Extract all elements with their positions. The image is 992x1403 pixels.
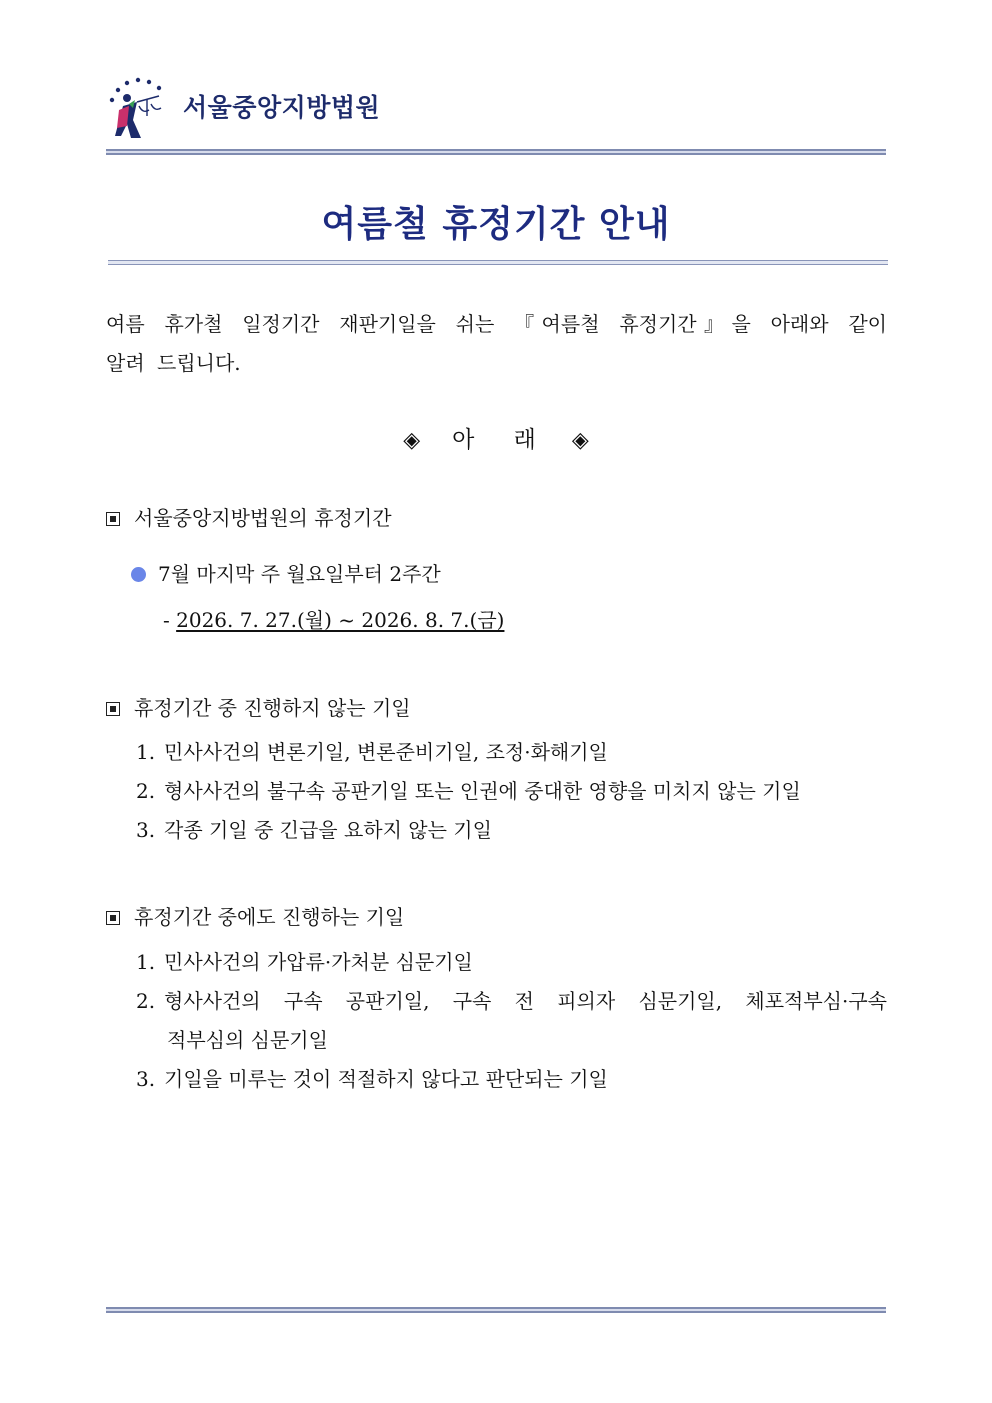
list-item bbox=[136, 1060, 887, 1099]
intro-line-2: 알려 드립니다. bbox=[106, 351, 241, 375]
court-logo-icon bbox=[103, 76, 175, 142]
court-name: 서울중앙지방법원 bbox=[183, 93, 381, 122]
item-text-continued: 적부심의 심문기일 bbox=[167, 1028, 328, 1052]
item-number: 1. bbox=[136, 740, 156, 764]
not-held-list bbox=[136, 733, 801, 850]
circle-bullet-icon bbox=[131, 567, 146, 582]
section-heading-held bbox=[106, 901, 404, 930]
item-text: 형사사건의 구속 공판기일, 구속 전 피의자 심문기일, 체포적부심·구속 bbox=[164, 989, 887, 1013]
item-number: 2. bbox=[136, 779, 156, 803]
period-dates-text: 2026. 7. 27.(월) ~ 2026. 8. 7.(금) bbox=[176, 608, 505, 632]
item-number: 1. bbox=[136, 950, 156, 974]
section-heading-text: 서울중앙지방법원의 휴정기간 bbox=[134, 506, 392, 530]
notice-heading bbox=[0, 421, 992, 454]
held-list bbox=[136, 943, 887, 1099]
intro-paragraph bbox=[106, 305, 887, 383]
period-dates bbox=[163, 604, 504, 633]
item-number: 3. bbox=[136, 1067, 156, 1091]
item-number: 2. bbox=[136, 989, 156, 1013]
dash-marker: - bbox=[163, 608, 170, 632]
notice-label: 아 래 bbox=[452, 427, 552, 453]
item-number: 3. bbox=[136, 818, 156, 842]
item-text: 기일을 미루는 것이 적절하지 않다고 판단되는 기일 bbox=[164, 1067, 608, 1091]
section-heading-not-held bbox=[106, 692, 411, 721]
list-item bbox=[136, 772, 801, 811]
list-item bbox=[136, 811, 801, 850]
period-text: 7월 마지막 주 월요일부터 2주간 bbox=[158, 562, 441, 586]
square-bullet-icon bbox=[106, 702, 120, 716]
section-heading-period bbox=[106, 502, 392, 531]
item-text: 형사사건의 불구속 공판기일 또는 인권에 중대한 영향을 미치지 않는 기일 bbox=[164, 779, 801, 803]
item-text: 민사사건의 가압류·가처분 심문기일 bbox=[164, 950, 473, 974]
square-bullet-icon bbox=[106, 512, 120, 526]
list-item bbox=[136, 733, 801, 772]
section-heading-text: 휴정기간 중 진행하지 않는 기일 bbox=[134, 696, 411, 720]
item-text: 민사사건의 변론기일, 변론준비기일, 조정·화해기일 bbox=[164, 740, 608, 764]
list-item bbox=[136, 943, 887, 982]
intro-line-1: 여름 휴가철 일정기간 재판기일을 쉬는 『여름철 휴정기간』을 아래와 같이 bbox=[106, 312, 887, 336]
period-description bbox=[131, 558, 441, 587]
square-bullet-icon bbox=[106, 911, 120, 925]
item-text: 각종 기일 중 긴급을 요하지 않는 기일 bbox=[164, 818, 492, 842]
diamond-icon: ◈ bbox=[403, 428, 421, 453]
list-item bbox=[136, 982, 887, 1021]
title-divider bbox=[108, 260, 888, 265]
header-divider bbox=[106, 149, 886, 155]
diamond-icon: ◈ bbox=[571, 428, 589, 453]
footer-divider bbox=[106, 1307, 886, 1313]
page-title: 여름철 휴정기간 안내 bbox=[321, 204, 671, 245]
section-heading-text: 휴정기간 중에도 진행하는 기일 bbox=[134, 905, 405, 929]
